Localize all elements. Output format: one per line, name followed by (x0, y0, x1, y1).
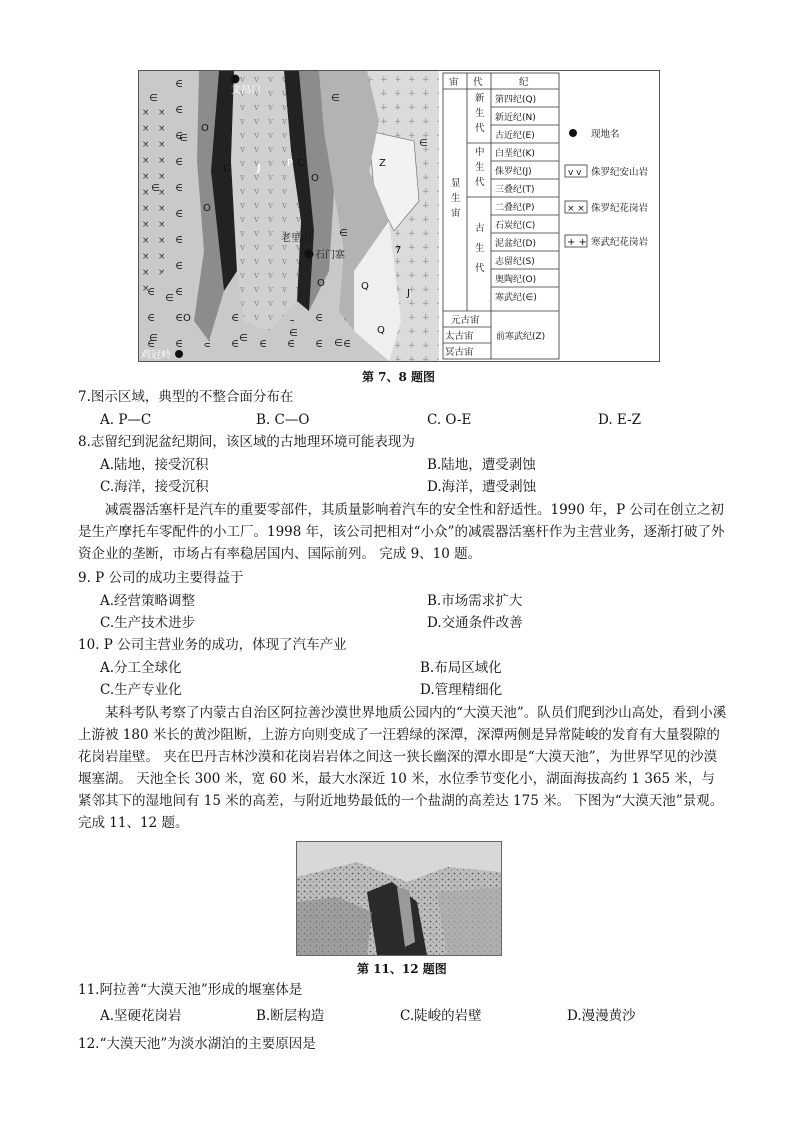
zone-label: O (317, 278, 325, 289)
period-label: 奥陶纪(O) (495, 275, 537, 285)
passage-11-12: 某科考队考察了内蒙古自治区阿拉善沙漠世界地质公园内的“大漠天池”。队员们爬到沙山高处，看到小溪上游被 180 米长的黄沙阻断，上游方向则变成了一汪碧绿的深潭，深潭两侧是异常陡峻的发育有大量裂隙的花岗岩崖壁。 夹在巴丹吉林沙漠和花岗岩岩体之间这一狭长幽深的潭水即是“大漠天池”，为世界罕见的沙漠堰塞湖。 天池全长 300 米，宽 60 米，最大水深近 10 米，水位季节变化小，湖面海拔高约 1 365 米，与紧邻其下的湿地间有 15 米的高差，与附近地势最低的一个盐湖的高差达 175 米。 下图为“大漠天池”景观。 完成 11、12 题。 (78, 705, 727, 831)
legend-label: 侏罗纪安山岩 (591, 167, 649, 178)
map-area (139, 71, 439, 361)
zone-label: O (183, 313, 191, 324)
svg-text:生: 生 (451, 193, 461, 204)
zone-label: ∈ (149, 333, 158, 344)
q11-option-c[interactable]: C.陡峻的岩壁 (400, 1008, 482, 1024)
q10-option-c[interactable]: C.生产专业化 (100, 682, 182, 698)
legend-label: 现地名 (591, 129, 620, 140)
q8-option-b[interactable]: B.陆地，遭受剥蚀 (427, 457, 536, 473)
period-label: 新近纪(N) (495, 113, 536, 123)
period-label: 泥盆纪(D) (495, 239, 536, 249)
zone-label: ∈ (289, 328, 298, 339)
svg-text:生: 生 (475, 162, 485, 173)
q8-option-d[interactable]: D.海洋，遭受剥蚀 (427, 479, 537, 495)
svg-text:古: 古 (475, 223, 485, 234)
table-header: 宙 (449, 77, 459, 88)
zone-label: P (287, 158, 294, 169)
period-label: 石炭纪(C) (495, 221, 536, 231)
zone-label: C (297, 158, 304, 169)
svg-text:宙: 宙 (451, 208, 461, 219)
svg-text:+ +: + + (567, 237, 587, 248)
table-header: 代 (473, 77, 483, 88)
place-name: 鸡冠岭 (141, 350, 171, 361)
svg-text:新: 新 (475, 93, 485, 104)
svg-text:显: 显 (451, 178, 461, 189)
passage-9-10: 减震器活塞杆是汽车的重要零部件，其质量影响着汽车的安全性和舒适性。1990 年，P 公司在创立之初是生产摩托车零配件的小工厂。1998 年，该公司把相对“小众”的减震器活塞杆作为主营业务，逐渐打破了外资企业的垄断，市场占有率稳居国内、国际前列。 完成 9、10 题。 (78, 502, 725, 562)
question-8-stem: 8.志留纪到泥盆纪期间，该区域的古地理环境可能表现为 (78, 434, 415, 450)
svg-text:代: 代 (475, 177, 485, 188)
zone-label: ∈ (151, 183, 160, 194)
q7-option-b[interactable]: B. C—O (256, 412, 310, 428)
q10-option-d[interactable]: D.管理精细化 (420, 682, 503, 698)
figure-caption-2: 第 11、12 题图 (357, 962, 447, 976)
q7-option-d[interactable]: D. E-Z (598, 412, 641, 428)
place-name: 石门寨 (315, 250, 345, 261)
q8-option-c[interactable]: C.海洋，接受沉积 (100, 479, 209, 495)
q11-option-a[interactable]: A.坚硬花岗岩 (100, 1008, 182, 1024)
q11-option-d[interactable]: D.漫漫黄沙 (567, 1008, 636, 1024)
q9-option-c[interactable]: C.生产技术进步 (100, 615, 196, 631)
era-mesozoic (475, 146, 485, 188)
era-cenozoic (475, 92, 485, 134)
table-header: 纪 (519, 77, 529, 88)
figure-caption: 第 7、8 题图 (362, 370, 436, 384)
legend-label: 侏罗纪花岗岩 (591, 203, 649, 214)
place-name: 文昌口 (231, 85, 261, 96)
q7-option-c[interactable]: C. O-E (427, 412, 472, 428)
eon-label: 元古宙 (451, 315, 480, 326)
q9-option-b[interactable]: B.市场需求扩大 (427, 593, 523, 609)
question-7-stem: 7.图示区域，典型的不整合面分布在 (78, 389, 294, 405)
zone-label: O (311, 173, 319, 184)
svg-text:× ×: × × (567, 204, 585, 214)
zone-label: ∈ (239, 333, 248, 344)
zone-label: ∈ (149, 93, 158, 104)
svg-text:代: 代 (475, 263, 485, 274)
place-marker-icon (175, 350, 183, 358)
q9-option-d[interactable]: D.交通条件改善 (427, 615, 523, 631)
zone-label: ∈ (165, 293, 174, 304)
zone-label: Z (379, 158, 386, 169)
place-marker-icon (305, 250, 314, 259)
zone-label: J (257, 163, 261, 174)
period-label: 前寒武纪(Z) (496, 332, 546, 342)
svg-text:v v: v v (568, 168, 582, 178)
place-marker-icon (231, 75, 240, 84)
question-12-stem: 12.“大漠天池”为淡水湖泊的主要原因是 (78, 1036, 316, 1052)
eon-label: 太古宙 (445, 331, 474, 342)
period-label: 第四纪(Q) (495, 95, 537, 105)
period-label: 二叠纪(P) (495, 203, 535, 213)
period-label: 三叠纪(T) (495, 185, 535, 195)
q10-option-b[interactable]: B.布局区域化 (420, 660, 502, 676)
svg-text:生: 生 (475, 243, 485, 254)
zone-label: C (223, 163, 230, 174)
eon-label: 冥古宙 (445, 347, 474, 358)
svg-text:生: 生 (475, 108, 485, 119)
q9-option-a[interactable]: A.经营策略调整 (100, 593, 196, 609)
zone-label: ∈ (179, 133, 188, 144)
period-label: 侏罗纪(J) (495, 167, 532, 177)
svg-text:代: 代 (475, 123, 485, 134)
lake-photo (296, 841, 502, 956)
zone-label: ∈ (334, 338, 343, 349)
zone-label: Q (377, 325, 385, 336)
zone-label: J (407, 288, 410, 299)
zone-label: O (201, 123, 209, 134)
zone-label: Q (361, 281, 369, 292)
question-10-stem: 10. P 公司主营业务的成功，体现了汽车产业 (78, 637, 347, 653)
place-name: 老里山 (281, 233, 311, 244)
svg-text:中: 中 (475, 147, 485, 158)
zone-label: O (203, 203, 211, 214)
question-11-stem: 11.阿拉善“大漠天池”形成的堰塞体是 (78, 982, 303, 998)
period-label: 志留纪(S) (495, 257, 535, 267)
q11-option-b[interactable]: B.断层构造 (256, 1008, 325, 1024)
stratigraphic-table (443, 73, 559, 359)
zone-label: ∈ (339, 228, 348, 239)
period-label: 白垩纪(K) (495, 149, 535, 159)
place-marker-icon (569, 129, 577, 137)
era-paleozoic (475, 222, 485, 274)
zone-label: 7 (395, 245, 402, 256)
zone-label: ∈ (419, 138, 428, 149)
q10-option-a[interactable]: A.分工全球化 (100, 660, 182, 676)
question-9-stem: 9. P 公司的成功主要得益于 (78, 570, 244, 586)
period-label: 寒武纪(∈) (495, 293, 537, 303)
zone-label: ∈ (331, 93, 340, 104)
eon-phanerozoic (451, 178, 461, 219)
legend-label: 寒武纪花岗岩 (591, 237, 649, 248)
period-label: 古近纪(E) (495, 131, 535, 141)
q8-option-a[interactable]: A.陆地，接受沉积 (100, 457, 209, 473)
q7-option-a[interactable]: A. P—C (100, 412, 152, 428)
map-legend (565, 128, 649, 248)
geologic-map-figure (138, 70, 660, 362)
